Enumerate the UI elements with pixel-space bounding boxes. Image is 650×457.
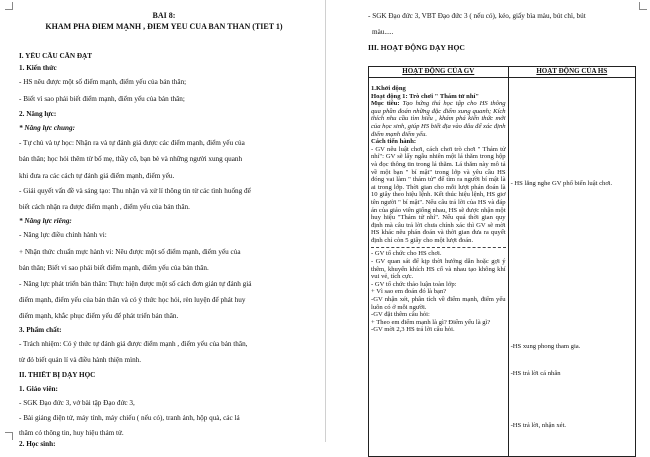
column-header-gv: HOẠT ĐỘNG CỦA GV: [369, 67, 509, 78]
text-line: điểm mạnh, khắc phục điểm yếu để phát triển bản thân.: [19, 312, 179, 320]
hs-response: -HS trả lời cá nhân: [510, 370, 561, 377]
text-line: khi đưa ra các cách tự đánh giá điểm mạnh, điểm yếu.: [19, 172, 175, 180]
table-row: [369, 78, 636, 457]
hs-response: -HS trả lời, nhận xét.: [510, 422, 567, 429]
section-heading: II. THIẾT BỊ DẠY HỌC: [19, 371, 96, 379]
subsection-heading: 1. Giáo viên:: [19, 385, 58, 393]
procedure-heading: Cách tiến hành:: [371, 138, 417, 146]
subsection-heading: 2. Năng lực:: [19, 110, 57, 118]
text-line: màu.....: [372, 28, 394, 36]
text-line: - Bài giảng điện tử, máy tính, máy chiếu ( nếu có), tranh ảnh, hộp quà, các lá: [19, 414, 240, 422]
step-text: -GV đặt thêm câu hỏi:: [371, 311, 430, 319]
text-line: + Nhận thức chuẩn mực hành vi: Nêu được một số điểm mạnh, điểm yếu của: [19, 248, 241, 256]
activity-heading: 1.Khởi động: [371, 85, 406, 92]
hs-response: -HS xung phong tham gia.: [510, 343, 581, 350]
lesson-title: KHÁM PHÁ ĐIỂM MẠNH , ĐIỂM YẾU CỦA BẢN THÂN (TIẾT 1): [45, 23, 283, 31]
section-heading: I. YÊU CẦU CẦN ĐẠT: [19, 52, 93, 60]
table-header-row: [369, 67, 636, 78]
column-header-hs: HOẠT ĐỘNG CỦA HS: [508, 67, 635, 78]
gv-activity-cell: [369, 78, 509, 457]
text-line: - Tự chủ và tự học: Nhận ra và tự đánh giá được các điểm mạnh, điểm yếu của: [19, 139, 245, 147]
subsection-heading: 2. Học sinh:: [19, 440, 56, 448]
step-text: -GV mời 2,3 HS trả lời câu hỏi.: [371, 326, 455, 334]
text-line: bản thân; Biết vì sao phải biết điểm mạnh, điểm yếu của bản thân.: [19, 264, 209, 272]
objective-content: Tạo hứng thú học tập cho HS thông qua phần đoán những đặc điểm xung quanh; Kích thích nhu cầu tìm hiểu , khám phá kiến thức mới của học sinh, giúp HS biết địa vào đâu để xác định điểm mạnh điểm yếu.: [371, 100, 506, 138]
section-heading: III. HOẠT ĐỘNG DẠY HỌC: [368, 43, 465, 52]
activity-name: Hoạt động 1: Trò chơi " Thám tử nhí": [371, 92, 479, 100]
text-line: - HS nêu được một số điểm mạnh, điểm yếu của bản thân;: [19, 78, 187, 86]
step-text: - GV tổ chức cho HS chơi.: [371, 250, 442, 258]
step-text: - GV tổ chức thảo luận toàn lớp:: [371, 280, 457, 288]
objective-label: Mục tiêu:: [371, 100, 400, 108]
margin-mark: [639, 2, 647, 10]
procedure-text: - GV nêu luật chơi, cách chơi trò chơi " Thám tử nhí": GV sẽ lấy ngẫu nhiên một lá thăm trong hộp và đọc thông tin trong lá thăm. Lá thăm này mô tả về một bạn " bí mật" trong lớp và yêu cầu HS đóng vai làm " thám tử" để tìm ra người bí mật là ai trong lớp. Thời gian cho mỗi lượt phán đoán là 10 giây theo hiệu lệnh. Kết thúc hiệu lệnh, HS giơ tên người " bí mật". Nếu câu trả lời của HS và đáp án của giáo viên giống nhau, HS sẽ được nhận một huy hiệu "Thám tử nhí". Nếu quá thời gian quy định mà câu trả lời chưa chính xác thì GV sẽ mời HS khác nêu phán đoán và thời gian đưa ra quyết định chỉ còn 5 giây cho một lượt đoán.: [371, 145, 506, 244]
step-text: + Theo em điểm mạnh là gì? Điểm yếu là gì?: [371, 318, 491, 326]
text-line: - SGK Đạo đức 3, vở bài tập Đạo đức 3,: [19, 399, 135, 407]
text-line: bản thân; học hỏi thêm từ bố mẹ, thầy cô, bạn bè và những người xung quanh: [19, 155, 243, 163]
text-line: - Giải quyết vấn đề và sáng tạo: Thu nhận và xử lí thông tin từ các tình huống để: [19, 187, 251, 195]
subsection-heading: * Năng lực riêng:: [19, 217, 72, 225]
subsection-heading: * Năng lực chung:: [19, 124, 76, 132]
subsection-heading: 3. Phẩm chất:: [19, 326, 62, 334]
hs-response: - HS lắng nghe GV phổ biến luật chơi.: [510, 180, 613, 187]
text-line: thăm có thông tin, huy hiệu thám tử.: [19, 429, 124, 437]
text-line: - Năng lực phát triển bản thân: Thực hiện được một số cách đơn giản tự đánh giá: [19, 280, 252, 288]
text-line: từ đó biết quản lí và điều hành thiện mình.: [19, 356, 142, 364]
objective-text: [371, 100, 506, 138]
step-text: -GV nhận xét, phân tích về điểm mạnh, điểm yếu luôn có ở mỗi người.: [371, 296, 506, 311]
hs-activity-cell: [508, 78, 635, 457]
text-line: - Trách nhiệm: Có ý thức tự đánh giá được điểm mạnh , điểm yếu của bản thân,: [19, 340, 248, 348]
activity-table: [368, 66, 636, 457]
text-line: - Năng lực điều chỉnh hành vi:: [19, 231, 107, 239]
margin-mark: [5, 2, 13, 10]
text-line: - Biết vì sao phải biết điểm mạnh, điểm yếu của bản thân;: [19, 95, 185, 103]
text-line: - SGK Đạo đức 3, VBT Đạo đức 3 ( nếu có), kéo, giấy bìa màu, bút chì, bút: [368, 12, 586, 20]
step-text: + Vì sao em đoán đó là bạn?: [371, 288, 447, 296]
subsection-heading: 1. Kiến thức: [19, 64, 57, 72]
text-line: điểm mạnh, điểm yếu của bản thân và có ý thức học hỏi, rèn luyện để phát huy: [19, 296, 246, 304]
lesson-number: BÀI 8:: [152, 12, 176, 20]
margin-mark: [5, 432, 13, 440]
text-line: biết cách nhận ra được điểm mạnh , điểm yếu của bản thân.: [19, 203, 190, 211]
divider: [371, 247, 506, 249]
step-text: - GV quan sát để kịp thời hướng dẫn hoặc gợi ý thêm, khuyến khích HS cố và nhau tạo không khí vui vẻ, tích cực.: [371, 258, 506, 281]
